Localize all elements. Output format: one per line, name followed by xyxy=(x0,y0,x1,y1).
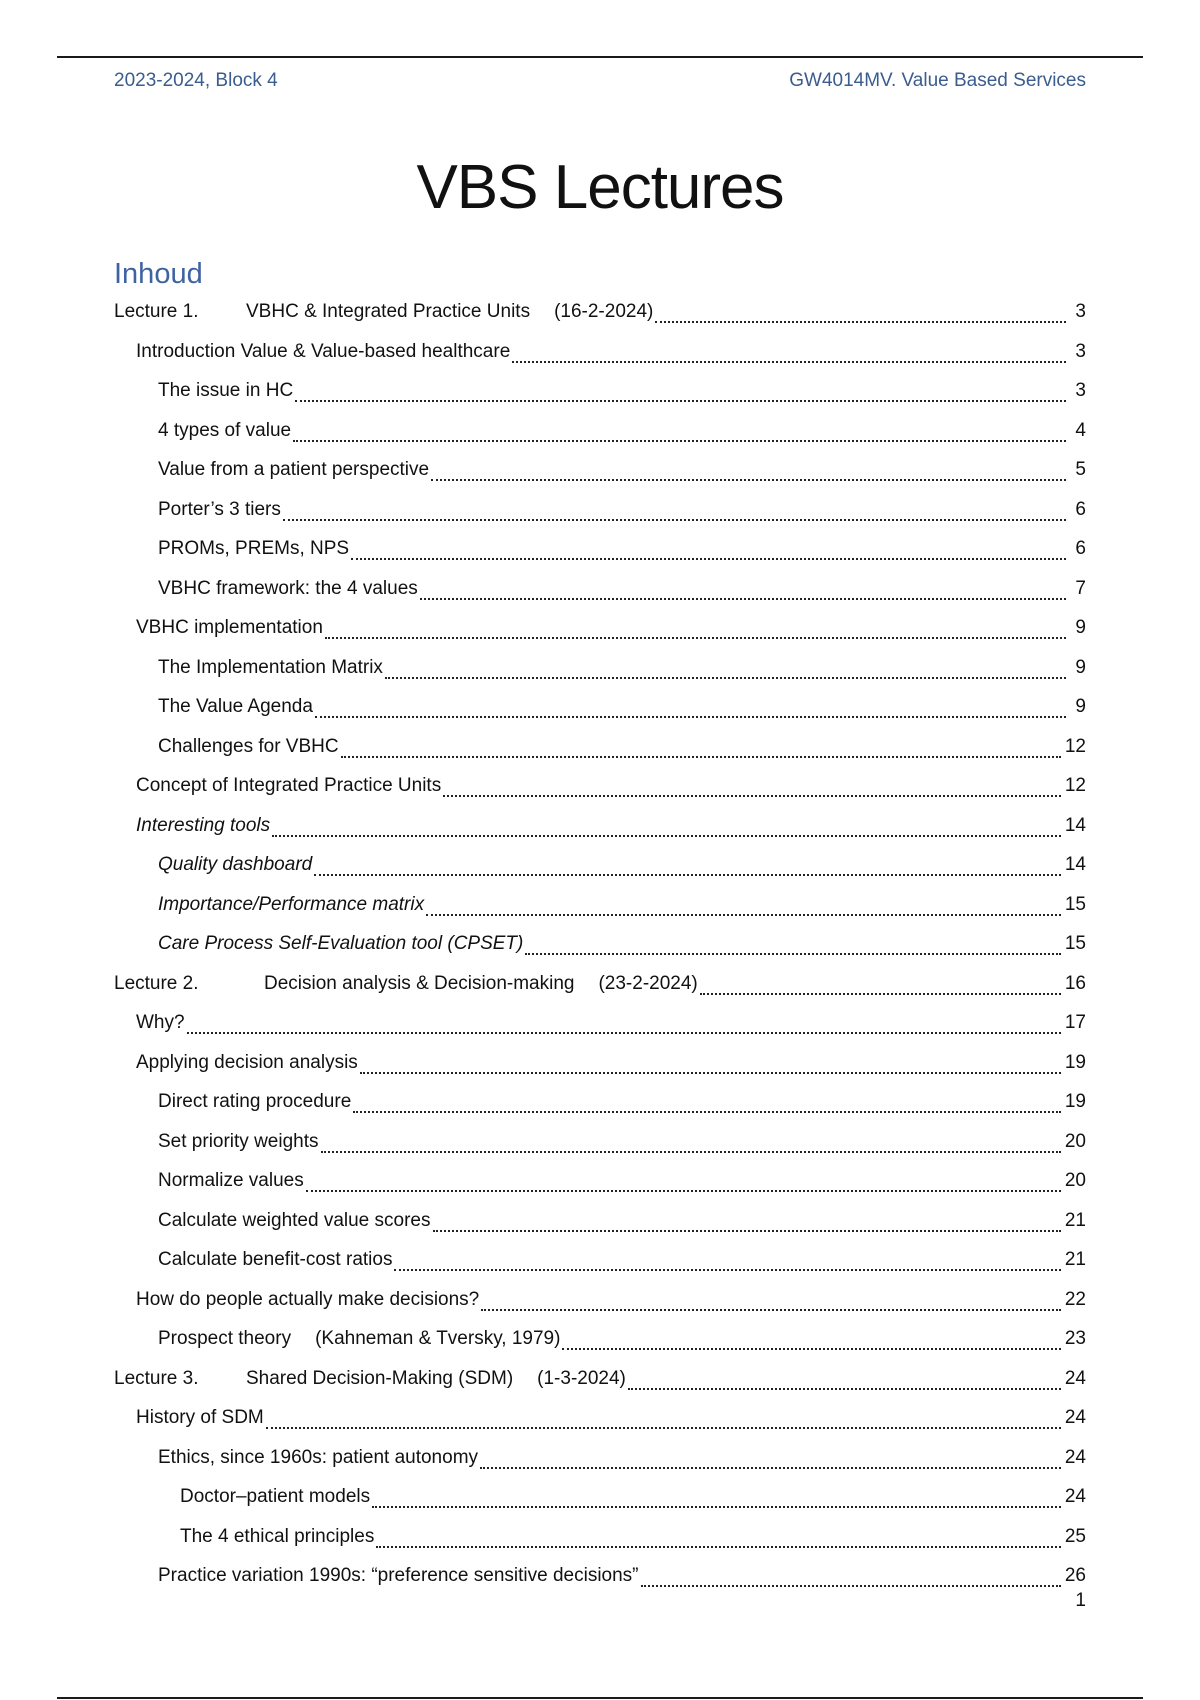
toc-entry-label xyxy=(158,1438,480,1478)
toc-entry-page: 6 xyxy=(1075,498,1086,520)
toc-entry-label xyxy=(158,1201,433,1241)
table-of-contents xyxy=(0,292,1200,1596)
toc-entry-date: (16-2-2024) xyxy=(554,301,654,322)
toc-entry-label xyxy=(158,1319,562,1359)
toc-dot-leader xyxy=(385,648,1066,688)
toc-entry-page: 9 xyxy=(1075,617,1086,638)
toc-dot-leader xyxy=(426,885,1061,925)
toc-entry-label xyxy=(136,766,443,806)
toc-entry-label xyxy=(158,529,351,569)
header-rule xyxy=(57,56,1143,58)
toc-entry[interactable] xyxy=(136,1280,1086,1320)
toc-entry[interactable] xyxy=(158,885,1086,925)
toc-dot-leader xyxy=(266,1398,1061,1438)
toc-dot-leader xyxy=(433,1201,1061,1241)
toc-entry-text: Introduction Value & Value-based healthcare xyxy=(136,340,511,362)
toc-entry-text: Practice variation 1990s: “preference sensitive decisions” xyxy=(158,1565,639,1586)
toc-entry-page: 15 xyxy=(1064,893,1086,915)
toc-entry-number: Lecture 3. xyxy=(114,1367,199,1389)
toc-entry-page: 16 xyxy=(1064,972,1086,994)
toc-entry[interactable] xyxy=(158,1556,1086,1596)
toc-entry-page: 23 xyxy=(1064,1328,1086,1349)
toc-entry-text: Decision analysis & Decision-making xyxy=(264,972,575,994)
toc-entry-text: Direct rating procedure xyxy=(158,1091,352,1112)
toc-entry[interactable] xyxy=(158,648,1086,688)
toc-entry-text: History of SDM xyxy=(136,1407,264,1428)
toc-entry-text: Normalize values xyxy=(158,1170,304,1191)
toc-dot-leader xyxy=(315,687,1066,727)
toc-entry-date: (23-2-2024) xyxy=(598,972,698,994)
toc-entry-text: The 4 ethical principles xyxy=(180,1525,375,1547)
toc-entry-page: 9 xyxy=(1075,656,1086,678)
toc-dot-leader xyxy=(353,1082,1061,1122)
toc-entry-text: Set priority weights xyxy=(158,1130,319,1152)
toc-entry-label xyxy=(158,490,283,530)
toc-entry-text: Value from a patient perspective xyxy=(158,459,430,480)
toc-entry[interactable] xyxy=(158,924,1086,964)
toc-entry[interactable] xyxy=(158,1201,1086,1241)
toc-entry-page: 19 xyxy=(1064,1091,1086,1112)
toc-entry[interactable] xyxy=(114,1359,1086,1399)
toc-entry-label xyxy=(158,1556,641,1596)
toc-entry[interactable] xyxy=(158,1161,1086,1201)
document-title: VBS Lectures xyxy=(416,153,784,222)
toc-entry-page: 24 xyxy=(1064,1486,1086,1507)
toc-entry[interactable] xyxy=(158,1319,1086,1359)
toc-entry[interactable] xyxy=(136,1398,1086,1438)
toc-dot-leader xyxy=(360,1043,1061,1083)
toc-entry-label xyxy=(158,727,341,767)
toc-entry[interactable] xyxy=(136,332,1086,372)
toc-entry-text: Care Process Self-Evaluation tool (CPSET) xyxy=(158,933,524,954)
toc-entry[interactable] xyxy=(136,1043,1086,1083)
toc-entry-page: 14 xyxy=(1064,814,1086,836)
toc-dot-leader xyxy=(480,1438,1061,1478)
footer-rule xyxy=(57,1697,1143,1699)
toc-dot-leader xyxy=(321,1122,1061,1162)
toc-entry-text: Interesting tools xyxy=(136,814,271,836)
toc-dot-leader xyxy=(562,1319,1060,1359)
toc-entry[interactable] xyxy=(136,806,1086,846)
toc-dot-leader xyxy=(641,1556,1061,1596)
toc-dot-leader xyxy=(376,1517,1061,1557)
toc-entry-text: VBHC framework: the 4 values xyxy=(158,577,418,599)
toc-entry-label xyxy=(180,1517,376,1557)
toc-entry-text: Challenges for VBHC xyxy=(158,735,339,757)
toc-entry-page: 19 xyxy=(1064,1051,1086,1073)
toc-entry-page: 4 xyxy=(1075,419,1086,441)
toc-dot-leader xyxy=(187,1003,1061,1043)
toc-entry-label xyxy=(180,1477,372,1517)
toc-entry-page: 12 xyxy=(1064,735,1086,757)
toc-entry-label xyxy=(136,608,325,648)
toc-heading: Inhoud xyxy=(114,258,203,290)
toc-entry[interactable] xyxy=(114,964,1086,1004)
toc-entry-page: 21 xyxy=(1064,1249,1086,1270)
toc-entry-page: 21 xyxy=(1064,1209,1086,1231)
toc-entry-label xyxy=(136,1043,360,1083)
toc-dot-leader xyxy=(306,1161,1061,1201)
toc-entry[interactable] xyxy=(158,411,1086,451)
toc-dot-leader xyxy=(314,845,1061,885)
toc-entry-label xyxy=(136,332,512,372)
toc-entry-text: Prospect theory xyxy=(158,1328,292,1349)
toc-entry[interactable] xyxy=(158,687,1086,727)
toc-entry-text: Concept of Integrated Practice Units xyxy=(136,775,442,796)
toc-dot-leader xyxy=(512,332,1066,372)
toc-entry-text: The Value Agenda xyxy=(158,696,313,717)
toc-dot-leader xyxy=(420,569,1066,609)
toc-entry-text: Porter’s 3 tiers xyxy=(158,498,281,520)
toc-entry[interactable] xyxy=(158,490,1086,530)
toc-entry-page: 15 xyxy=(1064,933,1086,954)
toc-entry-text: Importance/Performance matrix xyxy=(158,893,425,915)
toc-entry-text: Shared Decision-Making (SDM) xyxy=(246,1367,514,1389)
toc-entry-label xyxy=(114,964,700,1004)
toc-entry[interactable] xyxy=(180,1517,1086,1557)
toc-entry[interactable] xyxy=(158,450,1086,490)
toc-entry-page: 14 xyxy=(1064,854,1086,875)
toc-dot-leader xyxy=(283,490,1066,530)
toc-entry[interactable] xyxy=(158,569,1086,609)
toc-entry-text: Why? xyxy=(136,1012,185,1033)
toc-entry-page: 5 xyxy=(1075,459,1086,480)
toc-entry-page: 3 xyxy=(1075,301,1086,322)
toc-entry-label xyxy=(136,1003,187,1043)
toc-entry[interactable] xyxy=(136,1003,1086,1043)
toc-entry[interactable] xyxy=(158,1240,1086,1280)
toc-entry-text: 4 types of value xyxy=(158,419,292,441)
toc-entry[interactable] xyxy=(158,845,1086,885)
toc-entry-label xyxy=(158,687,315,727)
toc-entry-date: (Kahneman & Tversky, 1979) xyxy=(315,1328,561,1349)
toc-entry-label xyxy=(136,1280,481,1320)
toc-entry[interactable] xyxy=(158,1122,1086,1162)
toc-entry-text: The issue in HC xyxy=(158,380,294,401)
toc-dot-leader xyxy=(655,292,1066,332)
toc-entry-page: 20 xyxy=(1064,1170,1086,1191)
toc-entry-number: Lecture 2. xyxy=(114,972,199,994)
toc-entry-page: 24 xyxy=(1064,1367,1086,1389)
toc-dot-leader xyxy=(628,1359,1061,1399)
toc-dot-leader xyxy=(700,964,1061,1004)
toc-entry-page: 26 xyxy=(1064,1565,1086,1586)
toc-dot-leader xyxy=(325,608,1066,648)
toc-dot-leader xyxy=(293,411,1066,451)
toc-entry-text: Doctor–patient models xyxy=(180,1486,371,1507)
header-left: 2023-2024, Block 4 xyxy=(114,70,278,91)
toc-entry-text: The Implementation Matrix xyxy=(158,656,383,678)
toc-entry-page: 3 xyxy=(1075,380,1086,401)
toc-entry-text: How do people actually make decisions? xyxy=(136,1288,480,1310)
toc-entry-label xyxy=(158,924,525,964)
toc-entry-text: Ethics, since 1960s: patient autonomy xyxy=(158,1446,479,1468)
toc-entry-text: VBHC & Integrated Practice Units xyxy=(246,301,531,322)
toc-entry-number: Lecture 1. xyxy=(114,301,199,322)
toc-dot-leader xyxy=(431,450,1066,490)
toc-entry[interactable] xyxy=(158,727,1086,767)
toc-entry[interactable] xyxy=(180,1477,1086,1517)
toc-entry-label xyxy=(158,885,426,925)
toc-entry-label xyxy=(158,648,385,688)
toc-entry[interactable] xyxy=(136,608,1086,648)
toc-entry-label xyxy=(114,292,655,332)
toc-entry-label xyxy=(158,1161,306,1201)
toc-entry-label xyxy=(158,1122,321,1162)
toc-entry-page: 17 xyxy=(1064,1012,1086,1033)
toc-entry-label xyxy=(158,845,314,885)
toc-entry-label xyxy=(158,1082,353,1122)
toc-dot-leader xyxy=(351,529,1066,569)
toc-dot-leader xyxy=(295,371,1066,411)
toc-entry[interactable] xyxy=(158,1438,1086,1478)
toc-entry-page: 24 xyxy=(1064,1407,1086,1428)
toc-entry-label xyxy=(158,569,420,609)
toc-entry-label xyxy=(158,450,431,490)
toc-entry-page: 20 xyxy=(1064,1130,1086,1152)
toc-entry-text: VBHC implementation xyxy=(136,617,323,638)
toc-entry-date: (1-3-2024) xyxy=(537,1367,626,1389)
toc-entry-page: 25 xyxy=(1064,1525,1086,1547)
toc-entry-label xyxy=(158,371,295,411)
toc-entry[interactable] xyxy=(158,1082,1086,1122)
page-number: 1 xyxy=(1075,1590,1086,1611)
toc-entry[interactable] xyxy=(136,766,1086,806)
toc-entry-text: Calculate weighted value scores xyxy=(158,1209,431,1231)
toc-entry-page: 7 xyxy=(1075,577,1086,599)
toc-entry[interactable] xyxy=(158,529,1086,569)
toc-entry-page: 12 xyxy=(1064,775,1086,796)
toc-dot-leader xyxy=(525,924,1060,964)
toc-entry-label xyxy=(114,1359,628,1399)
toc-entry-page: 3 xyxy=(1075,340,1086,362)
toc-dot-leader xyxy=(481,1280,1061,1320)
toc-dot-leader xyxy=(394,1240,1060,1280)
toc-entry-text: Applying decision analysis xyxy=(136,1051,358,1073)
toc-entry[interactable] xyxy=(158,371,1086,411)
toc-entry-label xyxy=(136,806,272,846)
toc-entry-label xyxy=(136,1398,266,1438)
toc-dot-leader xyxy=(341,727,1061,767)
toc-dot-leader xyxy=(272,806,1061,846)
toc-entry-page: 6 xyxy=(1075,538,1086,559)
toc-entry-page: 24 xyxy=(1064,1446,1086,1468)
toc-entry-text: Quality dashboard xyxy=(158,854,313,875)
toc-entry-label xyxy=(158,411,293,451)
header-right: GW4014MV. Value Based Services xyxy=(789,70,1086,91)
toc-entry[interactable] xyxy=(114,292,1086,332)
toc-entry-text: Calculate benefit-cost ratios xyxy=(158,1249,393,1270)
toc-dot-leader xyxy=(443,766,1061,806)
toc-dot-leader xyxy=(372,1477,1061,1517)
toc-entry-text: PROMs, PREMs, NPS xyxy=(158,538,350,559)
toc-entry-page: 9 xyxy=(1075,696,1086,717)
toc-entry-page: 22 xyxy=(1064,1288,1086,1310)
toc-entry-label xyxy=(158,1240,394,1280)
page-header xyxy=(114,70,1086,92)
